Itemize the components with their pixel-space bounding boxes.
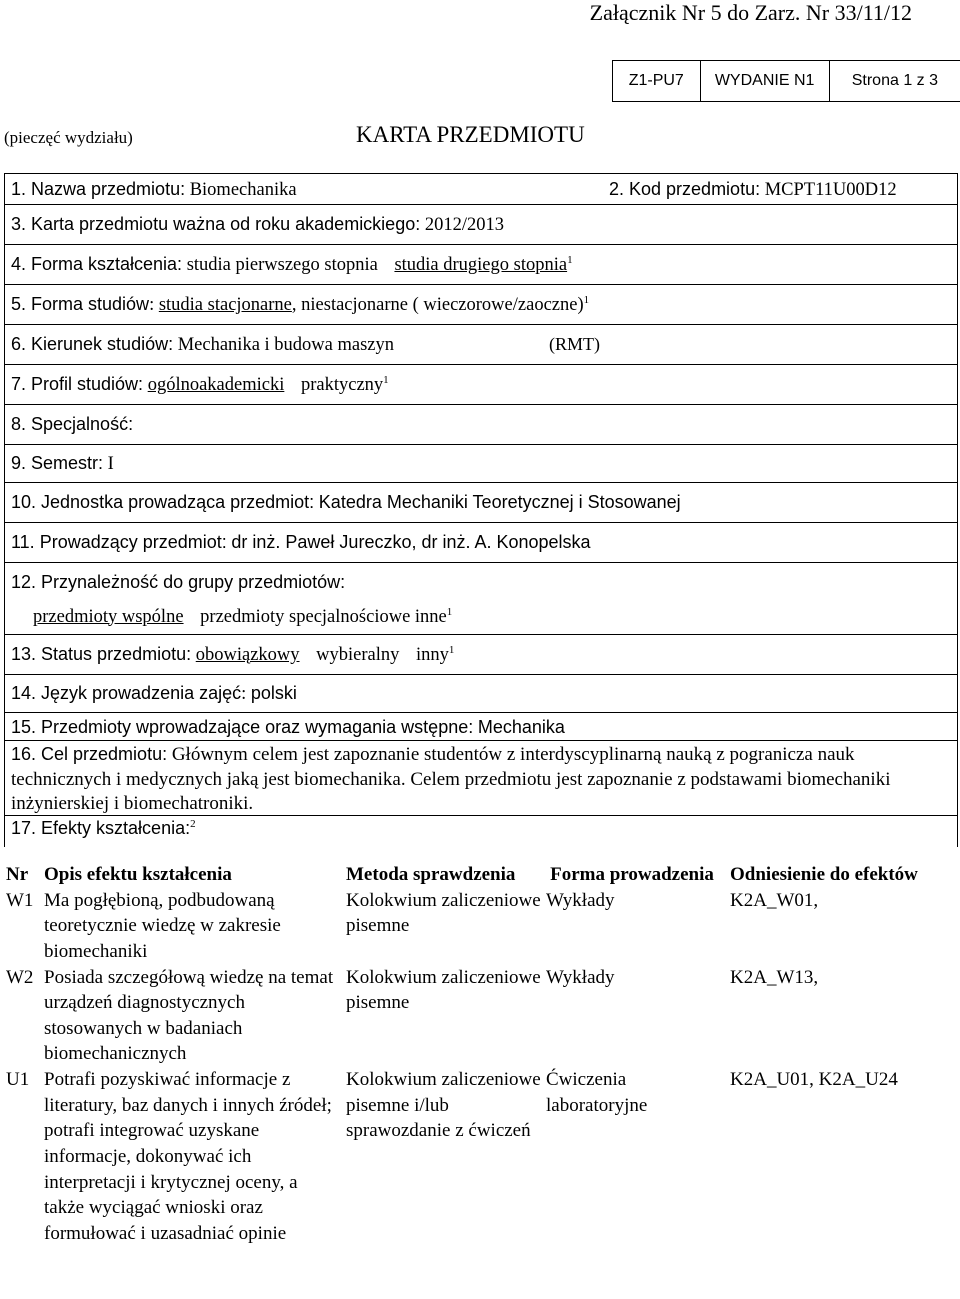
field-valid-year: 3. Karta przedmiotu ważna od roku akademickiego: 2012/2013 [5, 205, 957, 245]
field-education-form: 4. Forma kształcenia: studia pierwszego stopnia studia drugiego stopnia$^1$ [5, 245, 957, 285]
field-study-form: 5. Forma studiów: studia stacjonarne, niestacjonarne ( wieczorowe/zaoczne)$^1$ [5, 285, 957, 325]
field-subject-group: 12. Przynależność do grupy przedmiotów: przedmioty wspólne przedmioty specjalnościowe inne$^1$ [5, 563, 957, 635]
field-prerequisites: 15. Przedmioty wprowadzające oraz wymagania wstępne: Mechanika [5, 713, 957, 741]
annex-reference: Załącznik Nr 5 do Zarz. Nr 33/11/12 [589, 0, 912, 25]
edition-label: WYDANIE N1 [701, 61, 830, 101]
field-course-goal: 16. Cel przedmiotu: Głównym celem jest zapoznanie studentów z interdyscyplinarną nauką z pogranicza nauk technicznych i medycznych jaką jest biomechanika. Celem przedmiotu jest zapoznanie z podstawami biomechaniki inżynierskiej i biomechatroniki. [5, 741, 957, 816]
col-header-reference: Odniesienie do efektów [730, 864, 918, 885]
table-row: W1 Ma pogłębioną, podbudowaną teoretycznie wiedzę w zakresie biomechaniki Kolokwium zaliczeniowe pisemne Wykłady K2A_W01, [6, 889, 819, 962]
col-header-nr: Nr [6, 864, 29, 885]
table-row: U1 Potrafi pozyskiwać informacje z literatury, baz danych i innych źródeł; potrafi integrować uzyskane informacje, dokonywać ich interpretacji i krytycznej oceny, a także wyciągać wnioski oraz formułować i uzasadniać opinie Kolokwium zaliczeniowe pisemne i/lub sprawozdanie z ćwiczeń Ćwiczenia laboratoryjne K2A_U01, K2A_U24 [6, 1069, 898, 1244]
form-code: Z1-PU7 [613, 61, 701, 101]
selected-option: ogólnoakademicki [147, 375, 285, 395]
field-language: 14. Język prowadzenia zajęć: polski [5, 675, 957, 713]
selected-option: przedmioty wspólne [33, 606, 184, 627]
page-title: KARTA PRZEDMIOTU [356, 122, 585, 147]
field-learning-outcomes: 17. Efekty kształcenia:$^2$ [11, 817, 196, 838]
course-info-grid [4, 173, 958, 847]
col-header-method: Metoda sprawdzenia [346, 864, 516, 885]
field-specialty: 8. Specjalność: [5, 405, 957, 445]
selected-option: studia drugiego stopnia [394, 255, 568, 275]
col-header-description: Opis efektu kształcenia [44, 864, 232, 885]
field-status: 13. Status przedmiotu: obowiązkowy wybieralny inny$^1$ [5, 635, 957, 675]
field-course-name: 1. Nazwa przedmiotu: Biomechanika 2. Kod przedmiotu: MCPT11U00D12 [5, 174, 957, 205]
field-semester: 9. Semestr: I [5, 445, 957, 483]
col-header-form: Forma prowadzenia [550, 864, 714, 885]
page-number: Strona 1 z 3 [851, 72, 939, 89]
field-lecturer: 11. Prowadzący przedmiot: dr inż. Paweł Jureczko, dr inż. A. Konopelska [5, 523, 957, 563]
faculty-stamp-label: (pieczęć wydziału) [4, 128, 133, 147]
learning-outcomes-table [4, 862, 958, 1247]
table-row: W2 Posiada szczegółową wiedzę na temat urządzeń diagnostycznych stosowanych w badaniach biomechanicznych Kolokwium zaliczeniowe pisemne Wykłady K2A_W13, [6, 966, 819, 1065]
field-unit: 10. Jednostka prowadząca przedmiot: Katedra Mechaniki Teoretycznej i Stosowanej [5, 483, 957, 523]
course-code-value: MCPT11U00D12 [764, 180, 897, 200]
document-code-box [612, 60, 960, 102]
field-study-profile: 7. Profil studiów: ogólnoakademicki praktyczny$^1$ [5, 365, 957, 405]
field-study-direction: 6. Kierunek studiów: Mechanika i budowa maszyn (RMT) [5, 325, 957, 365]
selected-option: studia stacjonarne [158, 295, 292, 315]
table-header-row [4, 862, 958, 888]
course-name-value: Biomechanika [189, 180, 297, 200]
selected-option: obowiązkowy [195, 645, 300, 665]
